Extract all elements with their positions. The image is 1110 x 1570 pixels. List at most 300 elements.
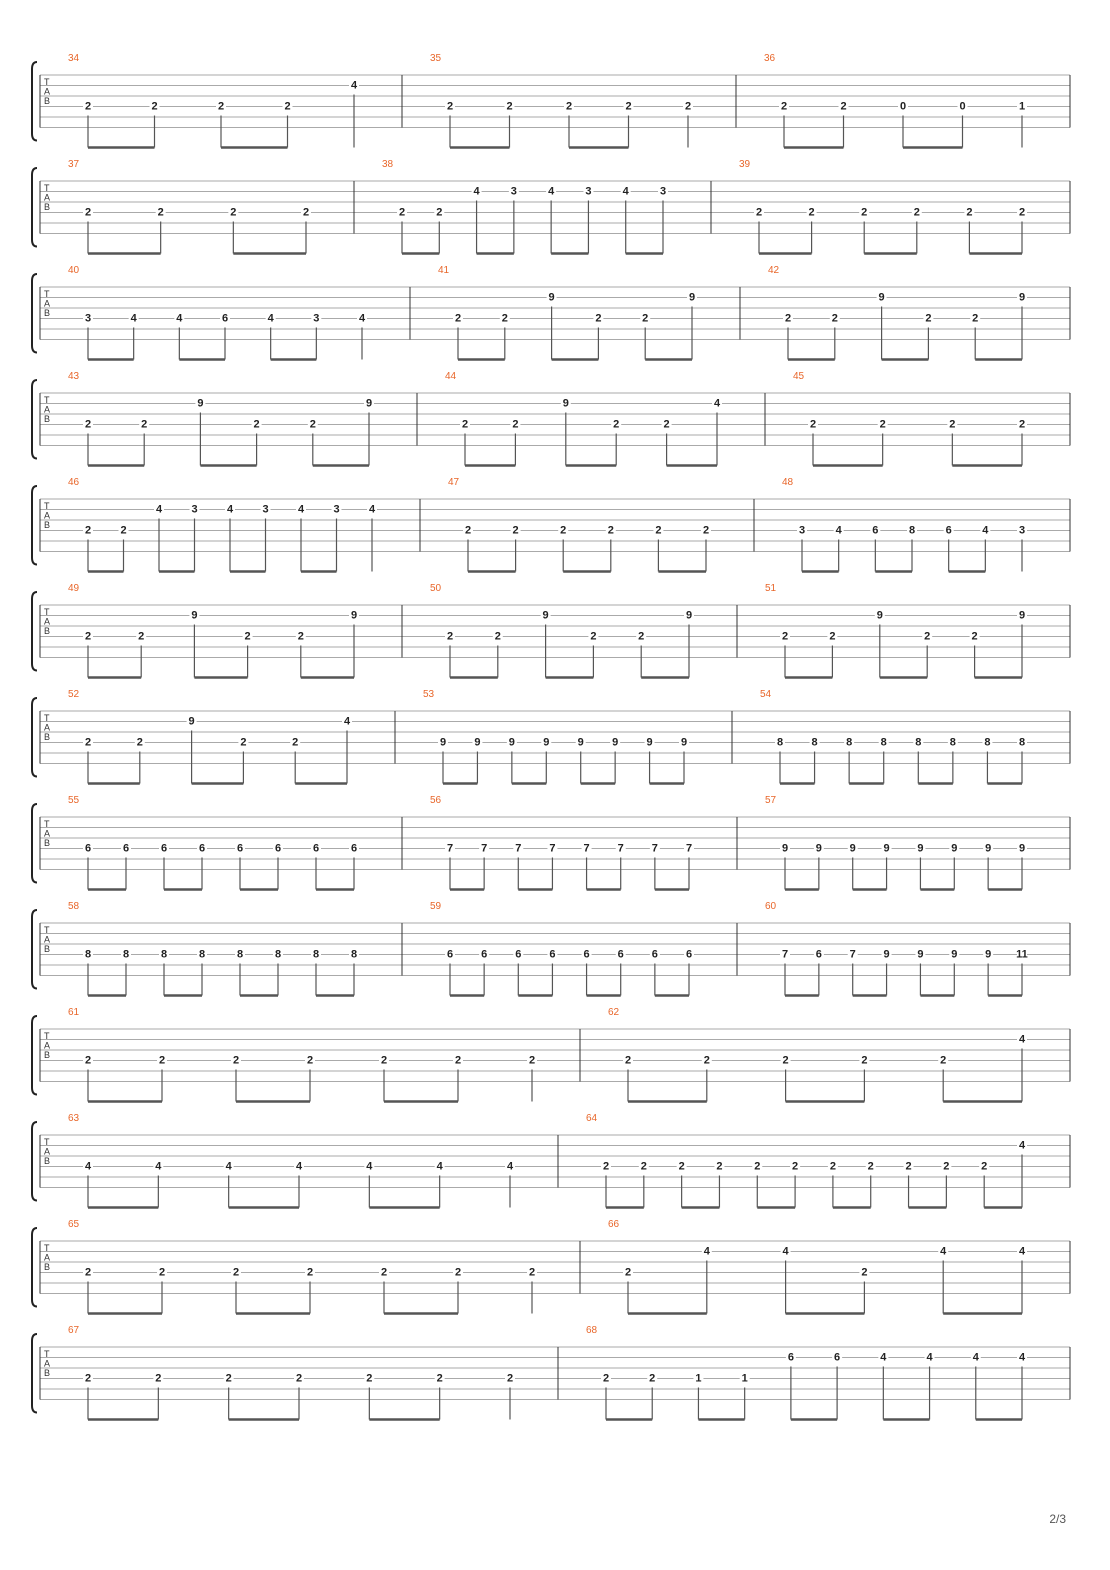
system-bracket — [32, 486, 37, 565]
fret-number: 4 — [1018, 1351, 1026, 1364]
measure — [68, 689, 352, 784]
fret-number: 2 — [861, 206, 868, 219]
measure-number: 67 — [68, 1325, 80, 1336]
measure-number: 37 — [68, 159, 80, 170]
fret-number: 9 — [1018, 609, 1026, 622]
tab-system — [32, 1219, 1070, 1314]
measure-number: 42 — [768, 265, 780, 276]
fret-number: 2 — [808, 206, 815, 219]
fret-number: 2 — [366, 1372, 373, 1385]
measure — [764, 53, 1027, 148]
fret-number: 2 — [829, 1160, 836, 1173]
tab-clef-letter: B — [44, 202, 51, 212]
tab-clef-letter: T — [44, 77, 50, 87]
fret-number: 9 — [439, 736, 447, 749]
measure-number: 61 — [68, 1007, 80, 1018]
fret-number: 2 — [940, 1054, 947, 1067]
system-bracket — [32, 62, 37, 141]
tab-clef-letter: T — [44, 289, 50, 299]
measure-number: 44 — [445, 371, 457, 382]
fret-number: 4 — [972, 1351, 979, 1364]
fret-number: 2 — [925, 312, 932, 325]
fret-number: 6 — [350, 842, 358, 855]
fret-number: 7 — [549, 842, 556, 855]
measure — [793, 371, 1027, 466]
fret-number: 2 — [684, 100, 692, 113]
fret-number: 2 — [292, 736, 299, 749]
measure-number: 35 — [430, 53, 442, 64]
fret-number: 4 — [226, 503, 234, 516]
fret-number: 4 — [225, 1160, 232, 1173]
fret-number: 2 — [398, 206, 406, 219]
fret-number: 3 — [333, 503, 340, 516]
fret-number: 9 — [883, 948, 890, 961]
fret-number: 2 — [949, 418, 956, 431]
measure-number: 45 — [793, 371, 805, 382]
fret-number: 4 — [176, 312, 183, 325]
fret-number: 2 — [436, 1372, 443, 1385]
fret-number: 6 — [549, 948, 556, 961]
fret-number: 2 — [512, 524, 519, 537]
fret-number: 6 — [651, 948, 658, 961]
tab-clef-letter: A — [44, 1146, 51, 1157]
tab-system — [32, 371, 1070, 466]
tab-clef-letter: A — [44, 1358, 51, 1369]
measure-number: 54 — [760, 689, 772, 700]
fret-number: 4 — [703, 1245, 710, 1258]
fret-number: 6 — [481, 948, 488, 961]
measure-number: 58 — [68, 901, 80, 912]
fret-number: 9 — [685, 609, 693, 622]
tab-system — [32, 1113, 1070, 1208]
fret-number: 9 — [883, 842, 890, 855]
tab-system — [32, 1007, 1070, 1102]
fret-number: 4 — [506, 1160, 514, 1173]
fret-number: 8 — [915, 736, 922, 749]
measure — [765, 795, 1027, 890]
fret-number: 8 — [949, 736, 956, 749]
fret-number: 9 — [543, 736, 550, 749]
fret-number: 2 — [528, 1054, 536, 1067]
measure — [765, 583, 1027, 678]
fret-number: 2 — [225, 1372, 232, 1385]
fret-number: 4 — [358, 312, 366, 325]
fret-number: 3 — [191, 503, 198, 516]
fret-number: 2 — [663, 418, 670, 431]
fret-number: 8 — [880, 736, 887, 749]
tab-clef-letter: A — [44, 298, 51, 309]
fret-number: 2 — [716, 1160, 723, 1173]
fret-number: 2 — [380, 1054, 388, 1067]
fret-number: 2 — [829, 630, 836, 643]
fret-number: 6 — [312, 842, 320, 855]
measure — [68, 901, 359, 996]
fret-number: 2 — [501, 312, 508, 325]
measure-number: 43 — [68, 371, 80, 382]
fret-number: 8 — [846, 736, 853, 749]
fret-number: 3 — [313, 312, 320, 325]
fret-number: 4 — [155, 1160, 162, 1173]
fret-number: 0 — [899, 100, 907, 113]
fret-number: 8 — [84, 948, 92, 961]
fret-number: 2 — [755, 206, 763, 219]
fret-number: 9 — [1018, 842, 1026, 855]
fret-number: 2 — [84, 630, 92, 643]
fret-number: 2 — [867, 1160, 874, 1173]
fret-number: 2 — [506, 1372, 514, 1385]
tab-clef-letter: A — [44, 192, 51, 203]
measure-number: 51 — [765, 583, 777, 594]
fret-number: 2 — [84, 418, 92, 431]
fret-number: 8 — [1018, 736, 1026, 749]
measure — [739, 159, 1027, 254]
fret-number: 2 — [240, 736, 247, 749]
fret-number: 4 — [350, 79, 358, 92]
fret-number: 4 — [940, 1245, 947, 1258]
fret-number: 2 — [84, 1054, 92, 1067]
fret-number: 2 — [678, 1160, 685, 1173]
measure-number: 40 — [68, 265, 80, 276]
fret-number: 2 — [642, 312, 649, 325]
measure — [68, 1325, 515, 1420]
fret-number: 2 — [284, 100, 291, 113]
fret-number: 2 — [512, 418, 519, 431]
tab-clef-letter: B — [44, 414, 51, 424]
fret-number: 9 — [951, 842, 958, 855]
fret-number: 3 — [84, 312, 92, 325]
measure — [608, 1007, 1027, 1102]
fret-number: 2 — [302, 206, 310, 219]
fret-number: 2 — [638, 630, 645, 643]
fret-number: 4 — [1018, 1033, 1026, 1046]
fret-number: 4 — [343, 715, 351, 728]
tab-clef-letter: A — [44, 1040, 51, 1051]
fret-number: 4 — [295, 1160, 303, 1173]
fret-number: 9 — [350, 609, 358, 622]
system-bracket — [32, 1016, 37, 1095]
fret-number: 2 — [809, 418, 817, 431]
fret-number: 2 — [831, 312, 838, 325]
fret-number: 8 — [122, 948, 130, 961]
tab-clef-letter: B — [44, 626, 51, 636]
fret-number: 2 — [905, 1160, 912, 1173]
tab-clef-letter: T — [44, 501, 50, 511]
tab-clef-letter: T — [44, 819, 50, 829]
fret-number: 2 — [861, 1054, 868, 1067]
measure — [768, 265, 1027, 360]
fret-number: 2 — [446, 100, 454, 113]
tab-system — [32, 265, 1070, 360]
fret-number: 2 — [232, 1054, 240, 1067]
fret-number: 6 — [221, 312, 229, 325]
fret-number: 2 — [244, 630, 251, 643]
measure-number: 63 — [68, 1113, 80, 1124]
fret-number: 6 — [515, 948, 522, 961]
measure — [68, 265, 367, 360]
measure-number: 49 — [68, 583, 80, 594]
fret-number: 9 — [612, 736, 619, 749]
fret-number: 2 — [972, 312, 979, 325]
fret-number: 2 — [861, 1266, 868, 1279]
system-bracket — [32, 1122, 37, 1201]
fret-number: 6 — [446, 948, 454, 961]
fret-number: 2 — [157, 206, 164, 219]
tab-clef-letter: T — [44, 925, 50, 935]
measure-number: 41 — [438, 265, 450, 276]
measure — [438, 265, 697, 360]
fret-number: 2 — [232, 1266, 240, 1279]
system-bracket — [32, 910, 37, 989]
fret-number: 2 — [981, 1160, 988, 1173]
fret-number: 2 — [84, 736, 92, 749]
tab-clef-letter: A — [44, 1252, 51, 1263]
system-bracket — [32, 698, 37, 777]
measure-number: 53 — [423, 689, 435, 700]
fret-number: 2 — [966, 206, 973, 219]
fret-number: 6 — [84, 842, 92, 855]
fret-number: 7 — [481, 842, 488, 855]
measure-number: 48 — [782, 477, 794, 488]
fret-number: 8 — [198, 948, 206, 961]
measure — [430, 901, 694, 996]
tab-system — [32, 159, 1070, 254]
measure — [68, 1007, 537, 1102]
fret-number: 2 — [84, 1266, 92, 1279]
tab-system — [32, 477, 1070, 572]
measure — [68, 477, 377, 572]
fret-number: 2 — [380, 1266, 388, 1279]
fret-number: 9 — [542, 609, 549, 622]
fret-number: 2 — [702, 524, 710, 537]
measure — [68, 159, 311, 254]
fret-number: 7 — [617, 842, 624, 855]
fret-number: 2 — [528, 1266, 536, 1279]
fret-number: 2 — [446, 630, 454, 643]
fret-number: 2 — [84, 1372, 92, 1385]
fret-number: 6 — [872, 524, 879, 537]
fret-number: 2 — [624, 1054, 632, 1067]
fret-number: 4 — [835, 524, 842, 537]
tab-clef-letter: B — [44, 944, 51, 954]
fret-number: 9 — [985, 948, 992, 961]
fret-number: 9 — [508, 736, 515, 749]
fret-number: 8 — [984, 736, 991, 749]
fret-number: 8 — [312, 948, 320, 961]
fret-number: 9 — [548, 291, 555, 304]
fret-number: 6 — [160, 842, 168, 855]
measure-number: 68 — [586, 1325, 598, 1336]
fret-number: 6 — [787, 1351, 794, 1364]
measure — [68, 371, 374, 466]
measure-number: 59 — [430, 901, 442, 912]
tab-clef-letter: B — [44, 520, 51, 530]
fret-number: 9 — [365, 397, 373, 410]
fret-number: 8 — [160, 948, 168, 961]
fret-number: 2 — [306, 1266, 314, 1279]
fret-number: 4 — [366, 1160, 373, 1173]
tab-clef-letter: T — [44, 607, 50, 617]
fret-number: 6 — [236, 842, 244, 855]
fret-number: 6 — [122, 842, 130, 855]
tab-clef-letter: B — [44, 1262, 51, 1272]
fret-number: 2 — [943, 1160, 950, 1173]
measure — [68, 583, 359, 678]
tab-clef-letter: T — [44, 1031, 50, 1041]
fret-number: 8 — [274, 948, 282, 961]
tab-clef-letter: T — [44, 183, 50, 193]
fret-number: 2 — [309, 418, 316, 431]
measure — [423, 689, 689, 784]
tab-clef-letter: A — [44, 934, 51, 945]
measure-number: 65 — [68, 1219, 80, 1230]
system-bracket — [32, 274, 37, 353]
fret-number: 2 — [602, 1372, 610, 1385]
fret-number: 2 — [602, 1160, 610, 1173]
fret-number: 2 — [461, 418, 469, 431]
fret-number: 4 — [926, 1351, 933, 1364]
fret-number: 2 — [792, 1160, 799, 1173]
fret-number: 2 — [454, 312, 462, 325]
fret-number: 9 — [781, 842, 789, 855]
measure — [760, 689, 1027, 784]
measure — [586, 1325, 1027, 1420]
fret-number: 6 — [198, 842, 206, 855]
fret-number: 2 — [655, 524, 662, 537]
tab-clef-letter: T — [44, 395, 50, 405]
measure — [68, 795, 359, 890]
tab-system — [32, 53, 1070, 148]
fret-number: 2 — [1018, 418, 1026, 431]
measure-number: 36 — [764, 53, 776, 64]
fret-number: 9 — [688, 291, 696, 304]
fret-number: 4 — [982, 524, 989, 537]
measure — [782, 477, 1027, 572]
tab-clef-letter: T — [44, 1349, 50, 1359]
fret-number: 2 — [607, 524, 614, 537]
fret-number: 8 — [811, 736, 818, 749]
fret-number: 3 — [585, 185, 592, 198]
fret-number: 7 — [446, 842, 454, 855]
fret-number: 9 — [680, 736, 688, 749]
fret-number: 7 — [515, 842, 522, 855]
tab-system — [32, 795, 1070, 890]
fret-number: 2 — [649, 1372, 656, 1385]
fret-number: 2 — [624, 1266, 632, 1279]
measure — [608, 1219, 1027, 1314]
fret-number: 2 — [151, 100, 158, 113]
fret-number: 2 — [84, 100, 92, 113]
fret-number: 2 — [613, 418, 620, 431]
fret-number: 9 — [646, 736, 653, 749]
measure — [68, 53, 359, 148]
fret-number: 6 — [274, 842, 282, 855]
fret-number: 2 — [913, 206, 920, 219]
measure-number: 52 — [68, 689, 80, 700]
measure-number: 38 — [382, 159, 394, 170]
fret-number: 3 — [659, 185, 667, 198]
measure-number: 66 — [608, 1219, 620, 1230]
tab-system — [32, 689, 1070, 784]
tab-clef-letter: B — [44, 732, 51, 742]
fret-number: 2 — [464, 524, 472, 537]
fret-number: 9 — [191, 609, 198, 622]
tab-system — [32, 901, 1070, 996]
tab-clef-letter: A — [44, 510, 51, 521]
tab-clef-letter: T — [44, 1243, 50, 1253]
fret-number: 9 — [917, 948, 924, 961]
tab-system — [32, 1325, 1070, 1420]
fret-number: 2 — [84, 206, 92, 219]
fret-number: 2 — [253, 418, 260, 431]
measure — [68, 1219, 537, 1314]
measure-number: 46 — [68, 477, 80, 488]
tab-clef-letter: B — [44, 308, 51, 318]
fret-number: 9 — [878, 291, 885, 304]
measure — [430, 795, 694, 890]
fret-number: 2 — [924, 630, 931, 643]
tab-clef-letter: B — [44, 1156, 51, 1166]
system-bracket — [32, 1228, 37, 1307]
fret-number: 2 — [506, 100, 513, 113]
measure-number: 62 — [608, 1007, 620, 1018]
fret-number: 2 — [138, 630, 145, 643]
measure-number: 55 — [68, 795, 80, 806]
fret-number: 2 — [560, 524, 567, 537]
measure — [382, 159, 668, 254]
fret-number: 2 — [297, 630, 304, 643]
tab-clef-letter: A — [44, 722, 51, 733]
fret-number: 2 — [158, 1054, 166, 1067]
fret-number: 3 — [1018, 524, 1026, 537]
fret-number: 9 — [815, 842, 822, 855]
fret-number: 4 — [880, 1351, 887, 1364]
fret-number: 4 — [548, 185, 555, 198]
measure-number: 56 — [430, 795, 442, 806]
fret-number: 2 — [840, 100, 847, 113]
tab-clef-letter: B — [44, 838, 51, 848]
fret-number: 2 — [625, 100, 632, 113]
measure — [586, 1113, 1027, 1208]
fret-number: 1 — [1018, 100, 1026, 113]
measure — [448, 477, 711, 572]
fret-number: 4 — [155, 503, 163, 516]
fret-number: 2 — [703, 1054, 710, 1067]
fret-number: 2 — [84, 524, 92, 537]
tab-system — [32, 583, 1070, 678]
fret-number: 9 — [951, 948, 958, 961]
fret-number: 4 — [782, 1245, 789, 1258]
fret-number: 9 — [577, 736, 584, 749]
measure — [430, 583, 694, 678]
fret-number: 2 — [879, 418, 886, 431]
measure-number: 60 — [765, 901, 777, 912]
fret-number: 4 — [1018, 1245, 1026, 1258]
tab-clef-letter: T — [44, 1137, 50, 1147]
fret-number: 4 — [1018, 1139, 1026, 1152]
fret-number: 9 — [876, 609, 883, 622]
fret-number: 2 — [1018, 206, 1026, 219]
fret-number: 2 — [971, 630, 978, 643]
tab-clef-letter: A — [44, 616, 51, 627]
fret-number: 2 — [784, 312, 792, 325]
fret-number: 2 — [158, 1266, 166, 1279]
measure — [445, 371, 722, 466]
tab-clef-letter: A — [44, 404, 51, 415]
fret-number: 9 — [474, 736, 481, 749]
fret-number: 9 — [917, 842, 924, 855]
fret-number: 7 — [849, 948, 856, 961]
system-bracket — [32, 592, 37, 671]
